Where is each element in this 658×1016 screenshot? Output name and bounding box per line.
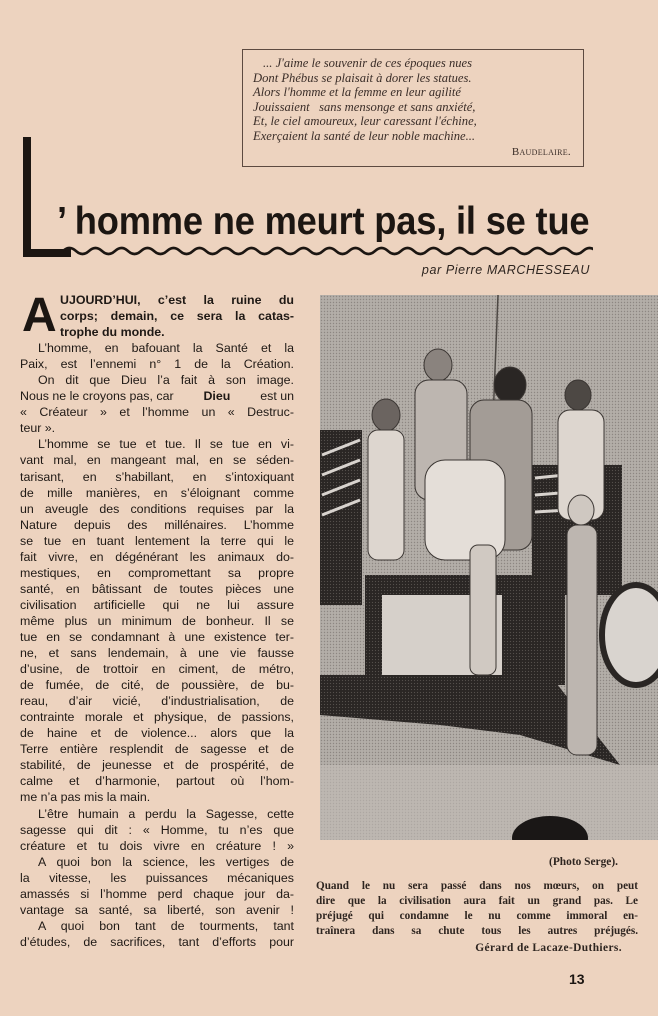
body-line: Terre entière resplendit de sagesse et de [20,742,294,757]
body-line: fait vivre, en dégénérant les animaux do- [20,549,294,564]
body-line: amassés si l’homme perd chaque jour da- [20,886,294,901]
body-line: de mille manières, en s’éloignant comme [20,485,294,500]
body-line: L’être humain a perdu la Sagesse, cette [38,806,294,821]
body-line: Paix, est l’ennemi n° 1 de la Création. [20,357,294,372]
photo-illustration [320,295,658,840]
body-line: même plus un minimum de bonheur. Il se [20,613,294,628]
epigraph-line: Et, le ciel amoureux, leur caressant l'échine, [253,114,477,129]
quote-block [316,879,638,939]
epigraph-line: Jouissaient sans mensonge et sans anxiété, [253,99,476,114]
epigraph-line: Exerçaient la santé de leur noble machine... [253,128,476,143]
body-line: un aveugle des conditions requises par la [20,501,294,516]
body-line: de fumée, de cité, de poussière, de bu- [20,678,294,693]
body-line: On dit que Dieu l’a fait à son image. [38,373,294,388]
lead-line: trophe du monde. [60,325,165,340]
page-number: 13 [569,971,585,987]
body-line: créature et tu dois vivre en créature ! » [20,838,294,853]
body-line: ne, et sans lendemain, à une vie fausse [20,646,294,661]
epigraph-author: Baudelaire. [511,145,571,158]
photo-wheel [602,585,658,685]
body-line: civilisation artificielle qui ne lui assure [20,597,294,612]
body-line: calme et d’harmonie, partout où l’hom- [20,774,294,789]
epigraph-line: Dont Phébus se plaisait à dorer les statues. [253,70,472,85]
body-line: tue en se condamnant à une existence ter- [20,629,294,644]
body-text: est un [260,389,294,404]
body-line: d’usine, de trottoir en ciment, de métro, [20,662,294,677]
body-line: L’homme se tue et tue. Il se tue en vi- [38,437,294,452]
epigraph-box [242,49,584,167]
body-line: vantage sa santé, sa liberté, son avenir ! [20,902,294,917]
quote-line: préjugé qui condamne le nu comme immoral en- [316,910,638,922]
quote-line: Quand le nu sera passé dans nos mœurs, on peut [316,880,638,892]
body-line: mestiques, en compromettant sa propre [20,565,294,580]
body-line: de haine et de violence... alors que la [20,726,294,741]
body-line: tarisant, en s’habillant, en s’intoxiquant [20,469,294,484]
quote-line: traînera dans sa chute tous les autres préjugés. [316,925,638,937]
body-text: Nous ne le croyons pas, car [20,389,174,404]
body-line: stabilité, de jeunesse et de prospérité, de [20,758,294,773]
body-line: sagesse qui dit : « Homme, tu n’es que [20,822,294,837]
body-line: vant mal, en mangeant mal, en se séden- [20,453,294,468]
photo-ground [320,765,658,840]
body-line: Nature depuis des millénaires. L’homme [20,517,294,532]
article-title: ’ homme ne meurt pas, il se tue [57,200,590,243]
quote-author: Gérard de Lacaze-Duthiers. [475,942,622,954]
body-line: A quoi bon tant de tourments, tant [38,918,294,933]
epigraph-line: ... J'aime le souvenir de ces époques nues [263,56,473,70]
body-bold-word: Dieu [203,389,231,404]
epigraph-line: Alors l'homme et la femme en leur agilité [253,85,461,100]
body-line: L’homme, en bafouant la Santé et la [38,341,294,356]
article-photo [320,295,658,840]
body-line: me n’a pas mis la main. [20,790,151,805]
lead-line: UJOURD’HUI, c’est la ruine du [60,293,294,307]
body-line: A quoi bon la science, les vertiges de [38,854,294,869]
title-initial-bar [23,137,31,257]
body-line: santé, en bâtissant de toutes pièces une [20,581,294,596]
body-line: la vitesse, les puissances mécaniques [20,870,294,885]
body-line: se tue en tuant lentement la terre qui le [20,533,294,548]
quote-line: dire que la civilisation aura fait un grand pas. Le [316,895,638,907]
body-line: contrainte morale et physique, de passions, [20,710,294,725]
photo-credit: (Photo Serge). [549,856,618,868]
article-body [20,289,294,950]
body-line: reau, d’air vicié, d’industrialisation, de [20,694,294,709]
title-wavy-underline [63,244,593,258]
body-line: « Créateur » et l’homme un « Destruc- [20,405,294,420]
byline: par Pierre MARCHESSEAU [421,263,590,277]
body-line [20,388,294,404]
lead-line: corps; demain, ce sera la catas- [60,309,294,324]
body-line: teur ». [20,421,56,436]
body-line: d’études, de sacrifices, tant d’efforts pour [20,934,294,949]
drop-cap: A [22,289,57,342]
